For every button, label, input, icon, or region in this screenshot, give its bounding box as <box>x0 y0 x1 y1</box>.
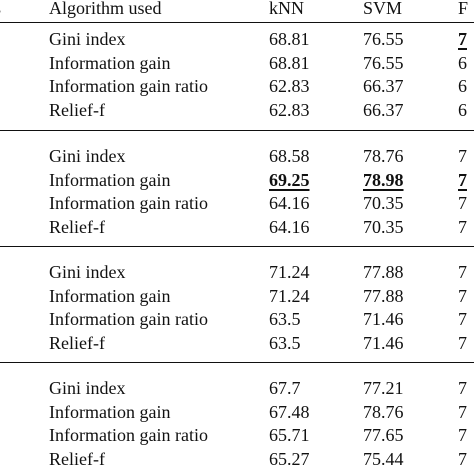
row-cut-off-value: 7 <box>458 401 467 422</box>
row-algorithm-label: Gini index <box>49 378 126 398</box>
group-divider <box>0 246 474 247</box>
row-algorithm-label: Relief-f <box>49 448 105 469</box>
row-svm-value: 77.88 <box>363 262 404 282</box>
row-svm-value: 76.55 <box>363 29 404 49</box>
row-knn-value: 62.83 <box>269 99 310 120</box>
row-cut-off-value: 7 <box>458 146 467 166</box>
row-algorithm-label: Information gain <box>49 52 171 73</box>
row-algorithm-label: Information gain <box>49 169 171 190</box>
row-svm-value: 77.65 <box>363 425 404 445</box>
row-knn-value: 68.81 <box>269 29 310 49</box>
row-cut-off-value: 7 <box>458 309 467 329</box>
row-cut-off-value: 7 <box>458 332 467 353</box>
header-bottom-rule <box>0 22 474 23</box>
row-cut-off-value: 7 <box>458 378 467 398</box>
row-algorithm-label: Gini index <box>49 29 126 49</box>
row-knn-value: 65.71 <box>269 425 310 445</box>
row-cut-off-value: 7 <box>458 285 467 306</box>
row-knn-value: 62.83 <box>269 76 310 96</box>
row-algorithm-label: Relief-f <box>49 216 105 237</box>
header-knn: kNN <box>269 0 304 18</box>
row-algorithm-label: Information gain <box>49 401 171 422</box>
row-svm-value: 77.88 <box>363 285 404 306</box>
row-cut-off-value: 7 <box>458 448 467 469</box>
row-knn-value: 68.58 <box>269 146 310 166</box>
row-knn-value: 68.81 <box>269 52 310 73</box>
row-algorithm-label: Information gain ratio <box>49 309 208 329</box>
row-cut-off-value: 6 <box>458 99 467 120</box>
header-cut-off-left <box>0 0 1 19</box>
row-svm-value: 66.37 <box>363 99 404 120</box>
row-knn-value: 63.5 <box>269 332 301 353</box>
row-cut-off-value: 7 <box>458 216 467 237</box>
row-knn-value: 63.5 <box>269 309 301 329</box>
row-knn-value: 64.16 <box>269 193 310 213</box>
row-knn-value: 71.24 <box>269 262 310 282</box>
row-algorithm-label: Relief-f <box>49 99 105 120</box>
row-knn-value: 67.48 <box>269 401 310 422</box>
row-cut-off-value: 7 <box>458 425 467 445</box>
row-cut-off-value: 7 <box>458 193 467 213</box>
row-cut-off-value: 7 <box>458 169 467 190</box>
row-algorithm-label: Gini index <box>49 146 126 166</box>
row-algorithm-label: Information gain <box>49 285 171 306</box>
row-algorithm-label: Information gain ratio <box>49 193 208 213</box>
row-svm-value: 75.44 <box>363 448 404 469</box>
row-svm-value: 78.76 <box>363 146 404 166</box>
header-cut-off-right: F <box>458 0 469 18</box>
row-svm-value: 66.37 <box>363 76 404 96</box>
row-cut-off-value: 7 <box>458 29 467 49</box>
row-knn-value: 69.25 <box>269 169 310 190</box>
group-divider <box>0 130 474 131</box>
row-algorithm-label: Information gain ratio <box>49 76 208 96</box>
row-svm-value: 71.46 <box>363 332 404 353</box>
row-knn-value: 64.16 <box>269 216 310 237</box>
row-svm-value: 71.46 <box>363 309 404 329</box>
group-divider <box>0 362 474 363</box>
row-knn-value: 65.27 <box>269 448 310 469</box>
row-knn-value: 67.7 <box>269 378 301 398</box>
row-svm-value: 77.21 <box>363 378 404 398</box>
row-svm-value: 70.35 <box>363 216 404 237</box>
row-knn-value: 71.24 <box>269 285 310 306</box>
row-svm-value: 76.55 <box>363 52 404 73</box>
row-svm-value: 78.76 <box>363 401 404 422</box>
row-cut-off-value: 6 <box>458 52 467 73</box>
row-cut-off-value: 6 <box>458 76 467 96</box>
header-svm: SVM <box>363 0 403 18</box>
header-algorithm: Algorithm used <box>49 0 162 18</box>
row-svm-value: 70.35 <box>363 193 404 213</box>
row-svm-value: 78.98 <box>363 169 404 190</box>
row-algorithm-label: Information gain ratio <box>49 425 208 445</box>
row-algorithm-label: Gini index <box>49 262 126 282</box>
row-cut-off-value: 7 <box>458 262 467 282</box>
row-algorithm-label: Relief-f <box>49 332 105 353</box>
